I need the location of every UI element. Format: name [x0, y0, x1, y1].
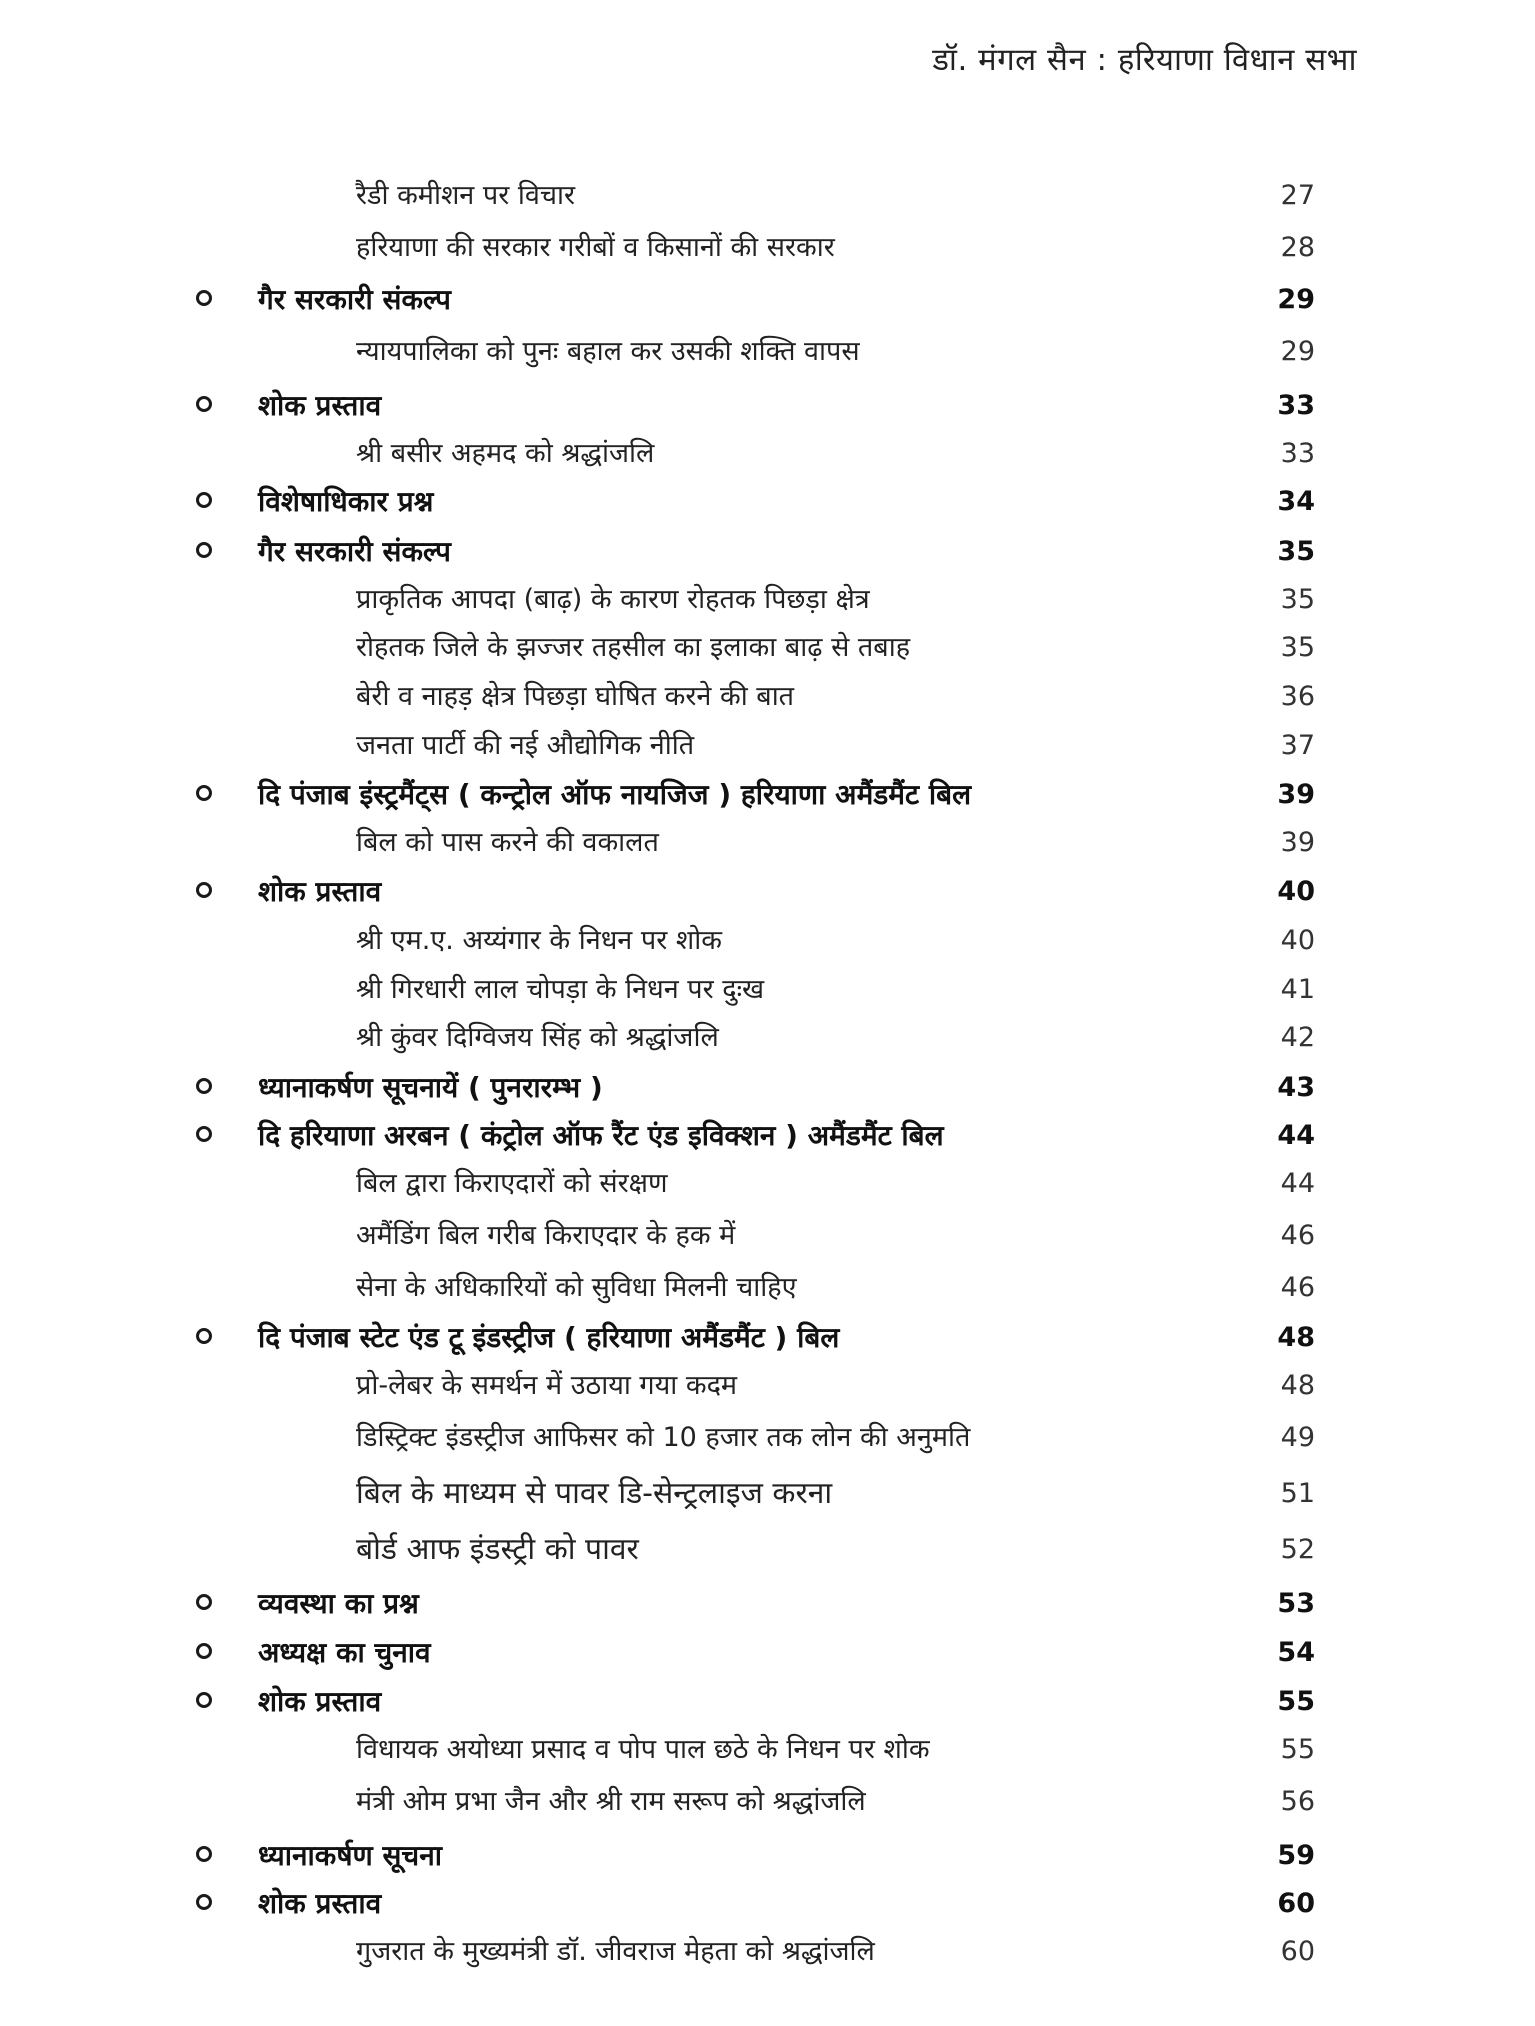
toc-section — [0, 1068, 1535, 1112]
toc-section-page: 48 — [1277, 1322, 1315, 1353]
bullet-circle-icon — [196, 1126, 212, 1142]
toc-entry-page: 35 — [1280, 584, 1315, 615]
toc-section-title: विशेषाधिकार प्रश्न — [258, 485, 434, 518]
toc-entry-title: प्रो-लेबर के समर्थन में उठाया गया कदम — [356, 1370, 738, 1401]
toc-entry — [0, 176, 1535, 220]
toc-section-title: गैर सरकारी संकल्प — [258, 283, 451, 316]
toc-section-title: शोक प्रस्ताव — [258, 1887, 382, 1920]
toc-section — [0, 1633, 1535, 1677]
toc-entry — [0, 1932, 1535, 1976]
toc-entry — [0, 1366, 1535, 1410]
toc-entry-page: 49 — [1280, 1422, 1315, 1453]
toc-entry-page: 33 — [1280, 438, 1315, 469]
toc-section — [0, 1682, 1535, 1726]
toc-entry-title: बेरी व नाहड़ क्षेत्र पिछड़ा घोषित करने की बात — [356, 681, 795, 712]
toc-entry — [0, 1782, 1535, 1826]
toc-section-page: 43 — [1277, 1072, 1315, 1103]
toc-entry-title: मंत्री ओम प्रभा जैन और श्री राम सरूप को श्रद्धांजलि — [356, 1786, 866, 1817]
toc-section-page: 55 — [1277, 1686, 1315, 1717]
toc-entry-page: 44 — [1280, 1168, 1315, 1199]
toc-entry — [0, 228, 1535, 272]
bullet-circle-icon — [196, 1894, 212, 1910]
toc-entry-page: 46 — [1280, 1220, 1315, 1251]
toc-section — [0, 1884, 1535, 1928]
toc-entry — [0, 1530, 1535, 1574]
bullet-circle-icon — [196, 1328, 212, 1344]
bullet-circle-icon — [196, 542, 212, 558]
toc-entry-page: 41 — [1280, 974, 1315, 1005]
toc-entry-title: अमैंडिंग बिल गरीब किराएदार के हक में — [356, 1220, 736, 1251]
toc-section-page: 33 — [1277, 390, 1315, 421]
toc-entry-title: बिल के माध्यम से पावर डि-सेन्ट्रलाइज करना — [356, 1476, 833, 1511]
toc-entry-title: रैडी कमीशन पर विचार — [356, 180, 576, 211]
toc-section-title: दि पंजाब इंस्ट्रमैंट्स ( कन्ट्रोल ऑफ नायजिज ) हरियाणा अमैंडमैंट बिल — [258, 778, 972, 811]
toc-section — [0, 1318, 1535, 1362]
bullet-circle-icon — [196, 492, 212, 508]
bullet-circle-icon — [196, 882, 212, 898]
toc-entry-page: 39 — [1280, 827, 1315, 858]
toc-section — [0, 482, 1535, 526]
bullet-circle-icon — [196, 1643, 212, 1659]
bullet-circle-icon — [196, 396, 212, 412]
toc-section-title: शोक प्रस्ताव — [258, 1685, 382, 1718]
toc-entry-page: 28 — [1280, 232, 1315, 263]
toc-entry-page: 60 — [1280, 1936, 1315, 1967]
toc-entry-page: 55 — [1280, 1734, 1315, 1765]
toc-entry-title: विधायक अयोध्या प्रसाद व पोप पाल छठे के निधन पर शोक — [356, 1734, 930, 1765]
bullet-circle-icon — [196, 1846, 212, 1862]
running-header: डॉ. मंगल सैन : हरियाणा विधान सभा — [932, 42, 1357, 78]
bullet-circle-icon — [196, 290, 212, 306]
toc-entry-title: गुजरात के मुख्यमंत्री डॉ. जीवराज मेहता को श्रद्धांजलि — [356, 1936, 875, 1967]
toc-entry-title: बोर्ड आफ इंडस्ट्री को पावर — [356, 1532, 639, 1567]
toc-entry-title: सेना के अधिकारियों को सुविधा मिलनी चाहिए — [356, 1272, 797, 1303]
toc-section-title: शोक प्रस्ताव — [258, 875, 382, 908]
toc-entry — [0, 677, 1535, 721]
toc-entry-title: जनता पार्टी की नई औद्योगिक नीति — [356, 730, 695, 761]
bullet-circle-icon — [196, 1078, 212, 1094]
toc-entry-page: 35 — [1280, 632, 1315, 663]
toc-entry-page: 36 — [1280, 681, 1315, 712]
toc-entry-page: 40 — [1280, 925, 1315, 956]
toc-section-page: 54 — [1277, 1637, 1315, 1668]
toc-entry — [0, 332, 1535, 376]
toc-entry-title: श्री गिरधारी लाल चोपड़ा के निधन पर दुःख — [356, 974, 765, 1005]
toc-entry — [0, 1474, 1535, 1518]
toc-entry-page: 56 — [1280, 1786, 1315, 1817]
toc-section-title: गैर सरकारी संकल्प — [258, 535, 451, 568]
toc-section-title: ध्यानाकर्षण सूचनायें ( पुनरारम्भ ) — [258, 1071, 603, 1104]
toc-entry-page: 42 — [1280, 1022, 1315, 1053]
toc-entry — [0, 580, 1535, 624]
toc-entry — [0, 726, 1535, 770]
toc-entry-title: हरियाणा की सरकार गरीबों व किसानों की सरकार — [356, 232, 835, 263]
toc-section-title: ध्यानाकर्षण सूचना — [258, 1839, 442, 1872]
toc-section-page: 44 — [1277, 1120, 1315, 1151]
toc-section-title: दि हरियाणा अरबन ( कंट्रोल ऑफ रैंट एंड इविक्शन ) अमैंडमैंट बिल — [258, 1119, 944, 1152]
toc-section — [0, 1836, 1535, 1880]
toc-section-title: अध्यक्ष का चुनाव — [258, 1636, 431, 1669]
toc-section — [0, 775, 1535, 819]
toc-entry-page: 48 — [1280, 1370, 1315, 1401]
toc-section — [0, 532, 1535, 576]
toc-section-page: 53 — [1277, 1588, 1315, 1619]
toc-entry — [0, 1730, 1535, 1774]
toc-entry — [0, 1216, 1535, 1260]
toc-section — [0, 386, 1535, 430]
toc-section-page: 29 — [1277, 284, 1315, 315]
toc-section — [0, 872, 1535, 916]
toc-entry — [0, 970, 1535, 1014]
toc-entry-title: बिल द्वारा किराएदारों को संरक्षण — [356, 1168, 668, 1199]
toc-entry-title: न्यायपालिका को पुनः बहाल कर उसकी शक्ति वापस — [356, 336, 860, 367]
toc-entry-page: 52 — [1280, 1534, 1315, 1565]
toc-entry — [0, 434, 1535, 478]
toc-entry-title: डिस्ट्रिक्ट इंडस्ट्रीज आफिसर को 10 हजार तक लोन की अनुमति — [356, 1422, 971, 1453]
toc-section-page: 34 — [1277, 486, 1315, 517]
bullet-circle-icon — [196, 1594, 212, 1610]
toc-entry-page: 51 — [1280, 1478, 1315, 1509]
toc-entry — [0, 628, 1535, 672]
toc-section — [0, 280, 1535, 324]
toc-section-title: व्यवस्था का प्रश्न — [258, 1587, 419, 1620]
toc-entry — [0, 1268, 1535, 1312]
toc-entry-title: बिल को पास करने की वकालत — [356, 827, 659, 858]
toc-entry-page: 27 — [1280, 180, 1315, 211]
toc-entry-page: 29 — [1280, 336, 1315, 367]
toc-entry-title: रोहतक जिले के झज्जर तहसील का इलाका बाढ़ से तबाह — [356, 632, 911, 663]
toc-section-page: 60 — [1277, 1888, 1315, 1919]
toc-section-title: शोक प्रस्ताव — [258, 389, 382, 422]
toc-entry — [0, 1418, 1535, 1462]
toc-section-page: 40 — [1277, 876, 1315, 907]
toc-section — [0, 1584, 1535, 1628]
toc-section — [0, 1116, 1535, 1160]
toc-entry-page: 46 — [1280, 1272, 1315, 1303]
bullet-circle-icon — [196, 785, 212, 801]
toc-entry — [0, 823, 1535, 867]
toc-entry-title: प्राकृतिक आपदा (बाढ़) के कारण रोहतक पिछड़ा क्षेत्र — [356, 584, 870, 615]
toc-entry-title: श्री बसीर अहमद को श्रद्धांजलि — [356, 438, 655, 469]
toc-section-page: 35 — [1277, 536, 1315, 567]
toc-section-page: 59 — [1277, 1840, 1315, 1871]
toc-section-page: 39 — [1277, 779, 1315, 810]
bullet-circle-icon — [196, 1692, 212, 1708]
toc-section-title: दि पंजाब स्टेट एंड टू इंडस्ट्रीज ( हरियाणा अमैंडमैंट ) बिल — [258, 1321, 840, 1354]
toc-entry — [0, 921, 1535, 965]
toc-entry — [0, 1164, 1535, 1208]
toc-entry-page: 37 — [1280, 730, 1315, 761]
toc-entry-title: श्री कुंवर दिग्विजय सिंह को श्रद्धांजलि — [356, 1022, 719, 1053]
toc-entry — [0, 1018, 1535, 1062]
toc-entry-title: श्री एम.ए. अय्यंगार के निधन पर शोक — [356, 925, 722, 956]
